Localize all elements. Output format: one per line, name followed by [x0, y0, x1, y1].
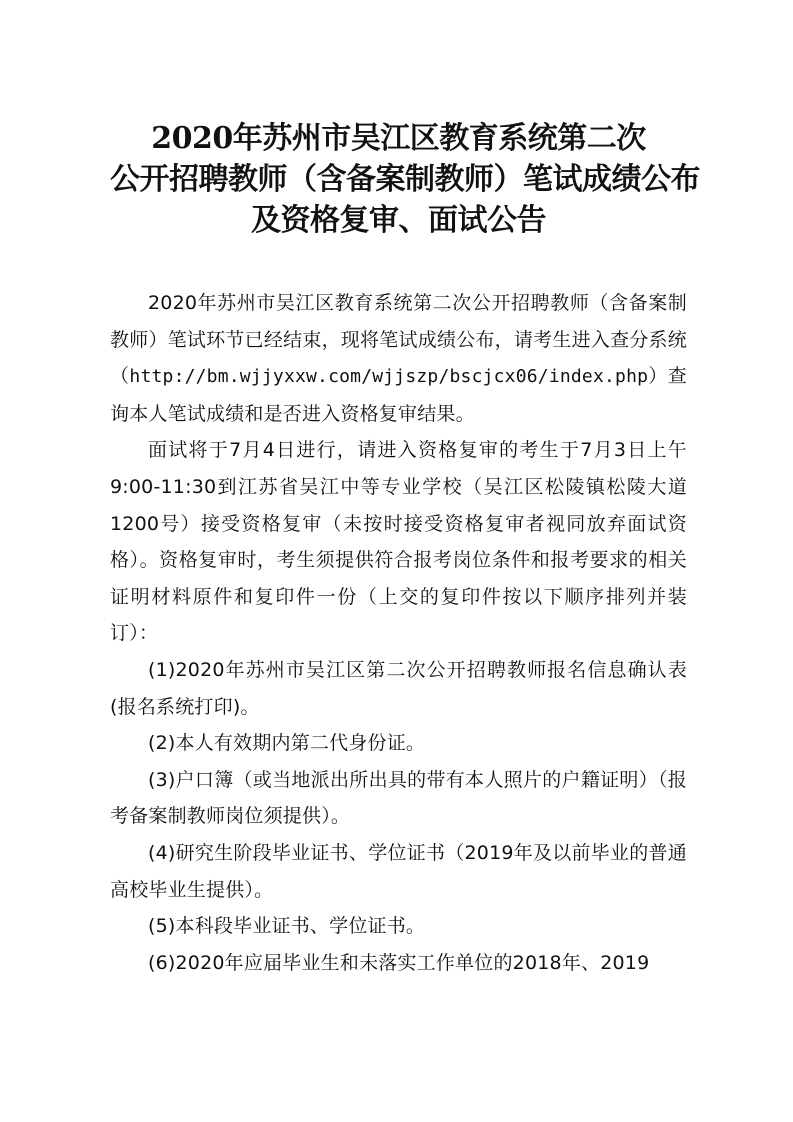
document-title — [110, 118, 700, 241]
list-item: (4)研究生阶段毕业证书、学位证书（2019年及以前毕业的普通高校毕业生提供）。 — [110, 841, 687, 901]
document-body — [110, 285, 687, 981]
list-item: (2)本人有效期内第二代身份证。 — [148, 732, 426, 755]
list-item: (3)户口簿（或当地派出所出具的带有本人照片的户籍证明）（报考备案制教师岗位须提供）。 — [110, 768, 687, 828]
score-query-link[interactable]: http://bm.wjjyxxw.com/wjjszp/bscjcx06/index.php — [129, 366, 649, 388]
list-item: (1)2020年苏州市吴江区第二次公开招聘教师报名信息确认表(报名系统打印)。 — [110, 658, 687, 718]
list-item: (5)本科段毕业证书、学位证书。 — [148, 915, 426, 938]
intro-text-end: ）查询本人笔试成绩和是否进入资格复审结果。 — [110, 365, 687, 425]
intro-text: 2020年苏州市吴江区教育系统第二次公开招聘教师（含备案制教师）笔试环节已经结束，现将笔试成绩公布，请考生进入查分系统（ — [110, 292, 687, 388]
intro-paragraph — [110, 285, 687, 432]
title-line: 公开招聘教师（含备案制教师）笔试成绩公布 — [110, 162, 700, 197]
list-item: (6)2020年应届毕业生和未落实工作单位的2018年、2019 — [148, 951, 650, 974]
interview-paragraph: 面试将于7月4日进行，请进入资格复审的考生于7月3日上午9:00-11:30到江苏省吴江中等专业学校（吴江区松陵镇松陵大道1200号）接受资格复审（未按时接受资格复审者视同放弃面试资格）。资格复审时，考生须提供符合报考岗位条件和报考要求的相关证明材料原件和复印件一份（上交的复印件按以下顺序排列并装订）： — [110, 439, 687, 645]
title-line: 2020年苏州市吴江区教育系统第二次 — [151, 121, 646, 156]
title-line: 及资格复审、面试公告 — [251, 203, 546, 238]
